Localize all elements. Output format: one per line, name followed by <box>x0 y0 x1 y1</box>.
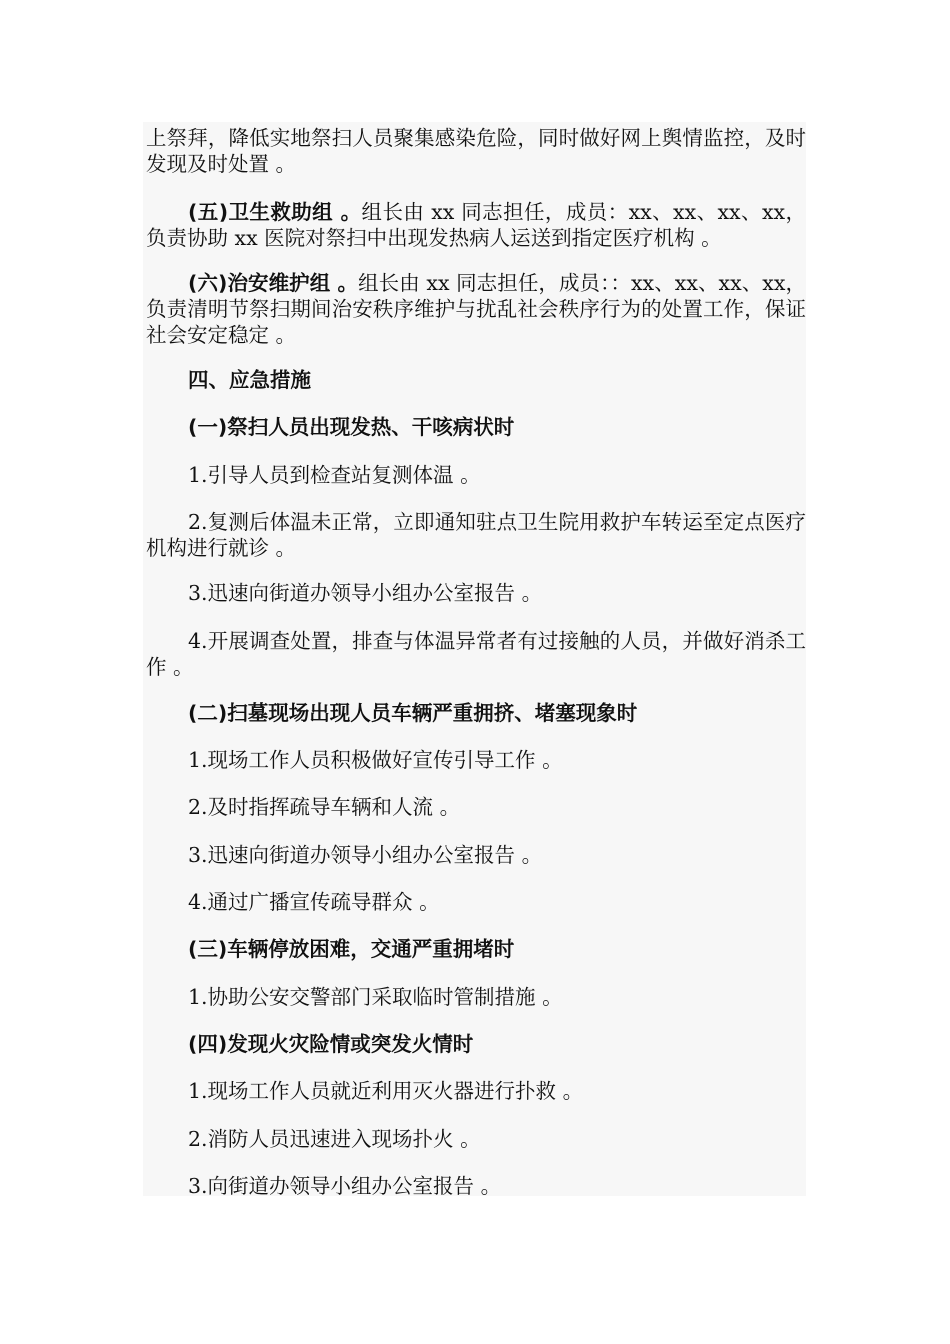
subheading-traffic: (三)车辆停放困难，交通严重拥堵时 <box>188 937 515 961</box>
list-item: 2.消防人员迅速进入现场扑火 。 <box>188 1127 481 1151</box>
subheading-fire: (四)发现火灾险情或突发火情时 <box>188 1032 474 1056</box>
security-group-text: 组长由 xx 同志担任，成员：：xx、xx、xx、xx，负责清明节祭扫期间治安秩序维护与扰乱社会秩序行为的处置工作，保证社会安定稳定 。 <box>146 271 806 347</box>
list-item: 1.引导人员到检查站复测体温 。 <box>188 463 481 487</box>
subheading-fever-cough: (一)祭扫人员出现发热、干咳病状时 <box>188 415 515 439</box>
list-item: 2.复测后体温未正常，立即通知驻点卫生院用救护车转运至定点医疗机构进行就诊 。 <box>146 510 806 560</box>
security-group-title: (六)治安维护组 。 <box>188 271 359 295</box>
list-item: 2.及时指挥疏导车辆和人流 。 <box>188 795 461 819</box>
section-heading-emergency-measures: 四、应急措施 <box>188 368 311 392</box>
list-item: 4.开展调查处置，排查与体温异常者有过接触的人员，并做好消杀工作 。 <box>146 629 806 679</box>
list-item: 1.现场工作人员积极做好宣传引导工作 。 <box>188 748 563 772</box>
list-item: 1.协助公安交警部门采取临时管制措施 。 <box>188 985 563 1009</box>
subheading-crowding: (二)扫墓现场出现人员车辆严重拥挤、堵塞现象时 <box>188 701 638 725</box>
paragraph-health-rescue-group <box>146 199 806 251</box>
list-item: 3.迅速向街道办领导小组办公室报告 。 <box>188 581 543 605</box>
list-item: 1.现场工作人员就近利用灭火器进行扑救 。 <box>188 1079 584 1103</box>
paragraph-security-group <box>146 270 806 348</box>
list-item: 4.通过广播宣传疏导群众 。 <box>188 890 440 914</box>
paragraph-continued: 上祭拜，降低实地祭扫人员聚集感染危险，同时做好网上舆情监控，及时发现及时处置 。 <box>146 126 806 176</box>
health-rescue-group-title: (五)卫生救助组 。 <box>188 200 362 224</box>
health-rescue-group-text: 组长由 xx 同志担任，成员：xx、xx、xx、xx，负责协助 xx 医院对祭扫中出现发热病人运送到指定医疗机构 。 <box>146 200 806 250</box>
document-page <box>143 122 806 1196</box>
list-item: 3.迅速向街道办领导小组办公室报告 。 <box>188 843 543 867</box>
list-item: 3.向街道办领导小组办公室报告 。 <box>188 1174 502 1198</box>
